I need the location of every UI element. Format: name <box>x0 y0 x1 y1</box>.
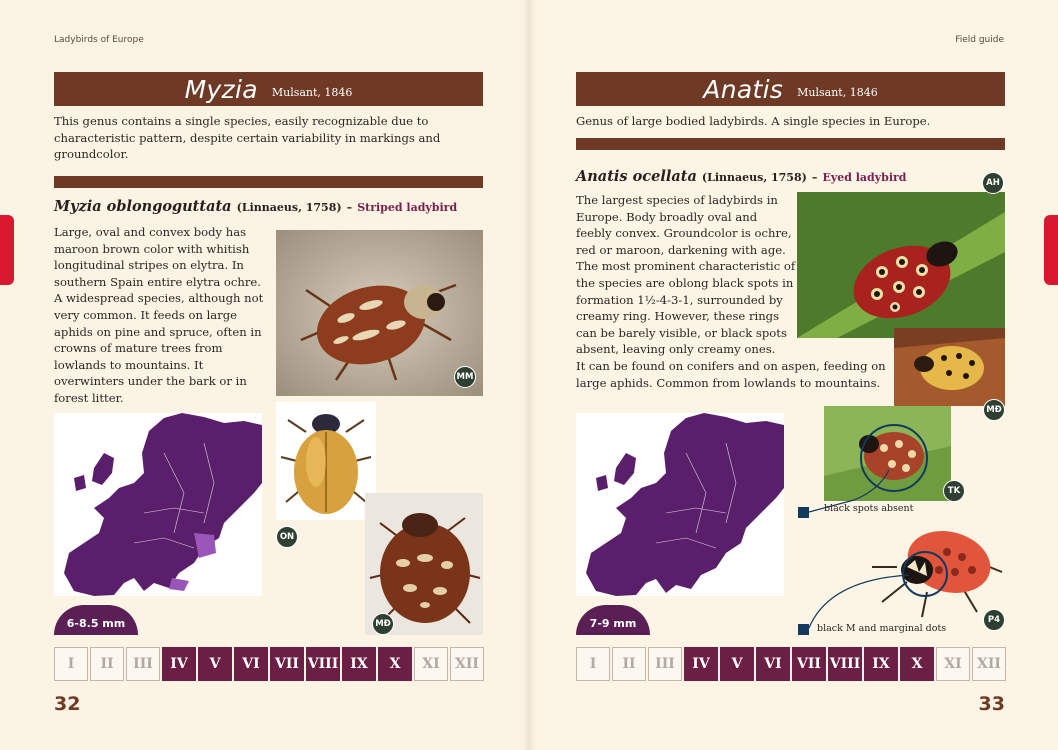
genus-author: Mulsant, 1846 <box>271 85 353 99</box>
month-i: I <box>54 647 88 681</box>
size-badge: 7-9 mm <box>576 605 650 635</box>
right-page <box>529 0 1058 750</box>
distribution-map <box>54 413 262 596</box>
section-tab-right <box>1044 215 1058 285</box>
species-name: Anatis ocellata <box>576 168 697 185</box>
month-ii: II <box>90 647 124 681</box>
month-viii: VIII <box>828 647 862 681</box>
month-iv: IV <box>162 647 196 681</box>
size-badge: 6-8.5 mm <box>54 605 138 635</box>
month-xi: XI <box>936 647 970 681</box>
photo-myzia-ochre <box>276 402 376 520</box>
month-ix: IX <box>864 647 898 681</box>
month-vii: VII <box>270 647 304 681</box>
photo-credit-badge: MĐ <box>983 399 1005 421</box>
callout-marker <box>798 507 809 518</box>
genus-intro: This genus contains a single species, easily recognizable due to characteristic pattern, despite certain variability in markings and groundcolor. <box>54 114 441 162</box>
section-tab-left <box>0 215 14 285</box>
photo-myzia-stone <box>276 230 483 396</box>
callout-label-spots-absent: black spots absent <box>824 503 914 514</box>
species-description: Large, oval and convex body has maroon brown color with whitish longitudinal stripes on elytra. In southern Spain entire elytra ochre. A widespread species, although not very common. It feeds on large aphids on pine and spruce, often in crowns of mature trees from lowlands to mountains. It overwinters under the bark or in forest litter. <box>54 225 264 405</box>
photo-credit-badge: AH <box>982 172 1004 194</box>
species-author: (Linnaeus, 1758) <box>701 171 807 184</box>
callout-label-black-m: black M and marginal dots <box>817 623 947 634</box>
running-head-right: Field guide <box>955 35 1004 45</box>
month-vi: VI <box>756 647 790 681</box>
month-strip-right <box>576 647 1008 681</box>
species-description-2: It can be found on conifers and on aspen, feeding on large aphids. Common from lowlands to mountains. <box>576 359 886 390</box>
month-x: X <box>900 647 934 681</box>
species-dash: – <box>811 171 818 184</box>
genus-header-anatis <box>576 72 1005 106</box>
month-v: V <box>198 647 232 681</box>
photo-anatis-leaf <box>797 192 1005 338</box>
species-common-name: Eyed ladybird <box>822 171 907 184</box>
month-i: I <box>576 647 610 681</box>
species-title <box>576 168 907 185</box>
genus-name: Myzia <box>184 74 258 104</box>
genus-name: Anatis <box>703 74 784 104</box>
month-x: X <box>378 647 412 681</box>
section-rule <box>54 176 483 188</box>
month-iii: III <box>126 647 160 681</box>
month-ix: IX <box>342 647 376 681</box>
month-iii: III <box>648 647 682 681</box>
genus-header-myzia <box>54 72 483 106</box>
species-title <box>54 198 457 215</box>
photo-credit-badge: MĐ <box>372 613 394 635</box>
species-name: Myzia oblongoguttata <box>54 198 232 215</box>
month-xii: XII <box>972 647 1006 681</box>
month-v: V <box>720 647 754 681</box>
month-viii: VIII <box>306 647 340 681</box>
species-common-name: Striped ladybird <box>357 201 458 214</box>
month-vii: VII <box>792 647 826 681</box>
page-number: 32 <box>54 693 81 715</box>
callout-marker <box>798 624 809 635</box>
photo-credit-badge: ON <box>276 526 298 548</box>
photo-credit-badge: P4 <box>983 609 1005 631</box>
month-vi: VI <box>234 647 268 681</box>
running-head-left: Ladybirds of Europe <box>54 35 144 45</box>
page-number: 33 <box>978 693 1005 715</box>
callout-lines <box>789 460 929 640</box>
genus-author: Mulsant, 1846 <box>797 85 878 99</box>
photo-credit-badge: TK <box>943 480 965 502</box>
distribution-map <box>576 413 784 596</box>
month-ii: II <box>612 647 646 681</box>
month-strip-left <box>54 647 486 681</box>
month-xi: XI <box>414 647 448 681</box>
section-rule <box>576 138 1005 150</box>
month-xii: XII <box>450 647 484 681</box>
photo-credit-badge: MM <box>454 366 476 388</box>
genus-intro: Genus of large bodied ladybirds. A single species in Europe. <box>576 114 931 128</box>
photo-anatis-wood <box>894 328 1005 406</box>
book-gutter <box>522 0 536 750</box>
species-author: (Linnaeus, 1758) <box>236 201 342 214</box>
species-description: The largest species of ladybirds in Europe. Body broadly oval and feebly convex. Groundcolor is ochre, red or maroon, darkening with age. The most prominent characteristic of the species are oblong black spots in formation 1½-4-3-1, surrounded by creamy ring. However, these rings can be barely visible, or black spots absent, leaving only creamy ones. <box>576 193 796 357</box>
species-dash: – <box>346 201 353 214</box>
month-iv: IV <box>684 647 718 681</box>
